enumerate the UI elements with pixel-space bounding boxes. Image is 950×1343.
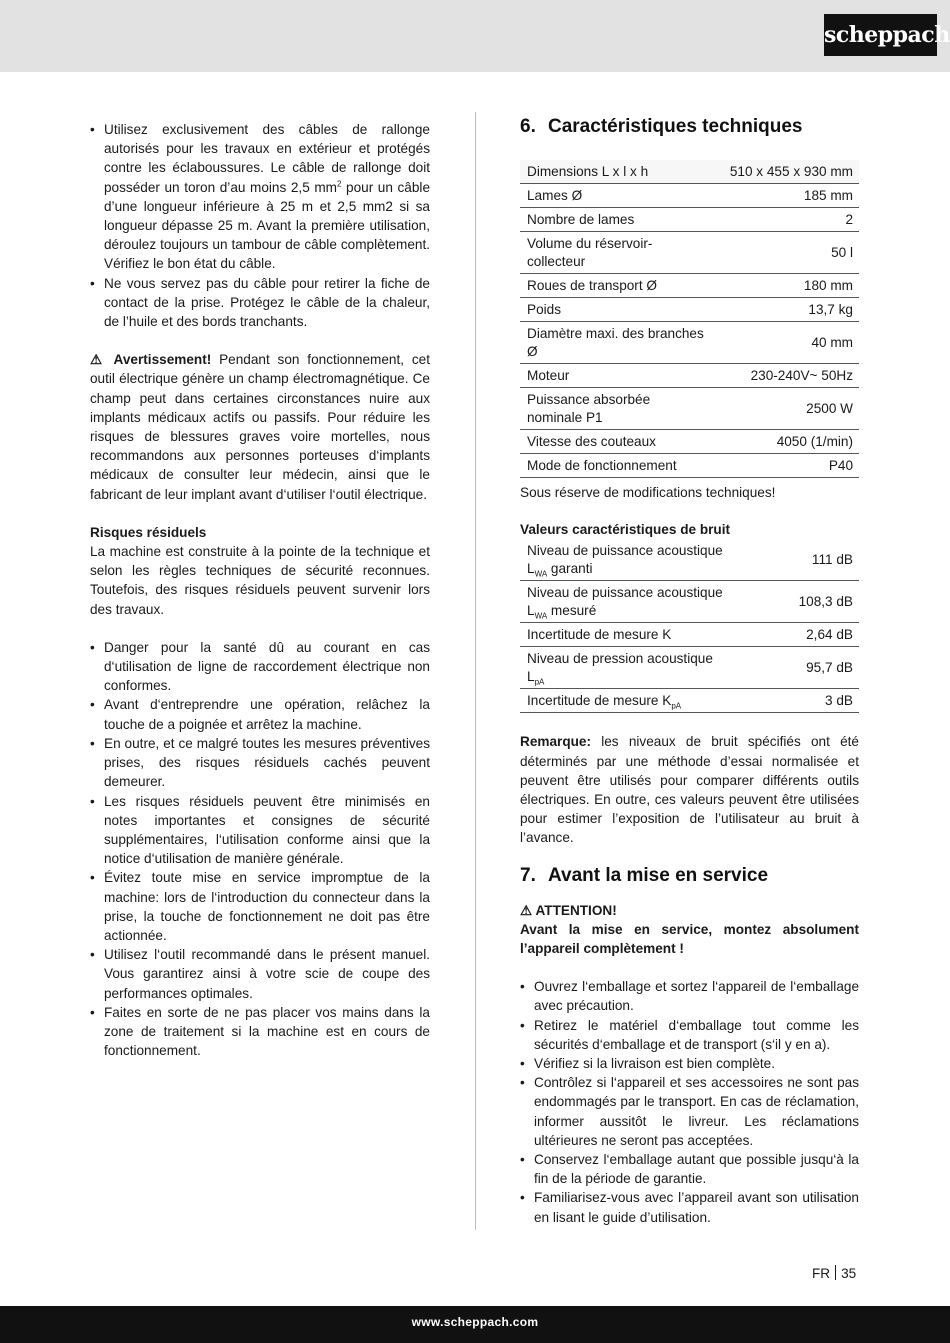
column-divider bbox=[475, 112, 476, 1230]
setup-steps-list bbox=[520, 977, 859, 1227]
table-row: Nombre de lames 2 bbox=[520, 208, 859, 232]
scheppach-logo: scheppach bbox=[824, 14, 937, 56]
list-item: • Familiarisez-vous avec l’appareil avant son utilisation en lisant le guide d’utilisation. bbox=[520, 1188, 859, 1226]
noise-values-table bbox=[520, 539, 859, 713]
attention-text: Avant la mise en service, montez absolument l’appareil complètement ! bbox=[520, 921, 859, 957]
table-row: Niveau de puissance acoustique $L_{WA}$ mesuré 108,3 dB bbox=[520, 581, 859, 623]
list-item: • En outre, et ce malgré toutes les mesures préventives prises, des risques résiduels cachés peuvent demeurer. bbox=[90, 734, 430, 792]
website-link[interactable]: www.scheppach.com bbox=[411, 1315, 539, 1329]
attention-title: ⚠ ATTENTION! bbox=[520, 902, 617, 918]
table-row: Mode de fonctionnement P40 bbox=[520, 454, 859, 478]
residual-risks-list bbox=[90, 638, 430, 1060]
table-row: Incertitude de mesure $K_{pA}$ 3 dB bbox=[520, 689, 859, 713]
noise-heading: Valeurs caractéristiques de bruit bbox=[520, 522, 731, 538]
technical-specs-table bbox=[520, 160, 859, 478]
section-7-heading: 7. Avant la mise en service bbox=[520, 864, 769, 886]
emf-warning: ⚠ Avertissement! Pendant son fonctionnement, cet outil électrique génère un champ électromagnétique. Ce champ peut dans certaines circonstances nuire aux implants médicaux actifs ou passifs. Pour réduire les risques de blessures graves voire mortelles, nous recommandons aux personnes porteuses d‘implants médicaux de consulter leur médecin, ainsi que le fabricant de leur implant avant d‘utiliser l‘outil électrique. bbox=[90, 352, 430, 502]
page-number: FR 35 bbox=[812, 1266, 857, 1281]
table-row: Diamètre maxi. des branches Ø 40 mm bbox=[520, 322, 859, 364]
list-item: • Évitez toute mise en service impromptue de la machine: lors de l‘introduction du connecteur dans la prise, la touche de fonctionnement ne doit pas être actionnée. bbox=[90, 868, 430, 945]
list-item: • Utilisez exclusivement des câbles de rallonge autorisés pour les travaux en extérieur et protégés contre les éclaboussures. Le câble de rallonge doit posséder un toron d’au moins 2,5 $mm^2$ pour un câble d’une longueur inférieure à 25 m et 2,5 mm2 si sa longueur dépasse 25 m. Avant la première utilisation, déroulez toujours un tambour de câble complètement. Vérifiez le bon état du câble. bbox=[90, 120, 430, 274]
table-row: Niveau de pression acoustique $L_{pA}$ 95,7 dB bbox=[520, 647, 859, 689]
list-item: • Ouvrez l‘emballage et sortez l‘appareil de l‘emballage avec précaution. bbox=[520, 977, 859, 1015]
right-column bbox=[520, 114, 859, 1227]
table-row: Incertitude de mesure K 2,64 dB bbox=[520, 623, 859, 647]
specs-note: Sous réserve de modifications techniques! bbox=[520, 485, 776, 500]
table-row: Roues de transport Ø 180 mm bbox=[520, 274, 859, 298]
list-item: • Vérifiez si la livraison est bien complète. bbox=[520, 1054, 859, 1073]
list-item: • Les risques résiduels peuvent être minimisés en notes importantes et consignes de sécurité supplémentaires, l‘utilisation conforme ainsi que la notice d‘utilisation de manière générale. bbox=[90, 792, 430, 869]
left-column bbox=[90, 120, 430, 1060]
residual-risks-heading: Risques résiduels bbox=[90, 524, 207, 540]
table-row: Vitesse des couteaux 4050 (1/min) bbox=[520, 430, 859, 454]
table-row: Dimensions L x l x h 510 x 455 x 930 mm bbox=[520, 160, 859, 184]
list-item: • Ne vous servez pas du câble pour retirer la fiche de contact de la prise. Protégez le câble de la chaleur, de l’huile et des bords tranchants. bbox=[90, 274, 430, 332]
table-row: Poids 13,7 kg bbox=[520, 298, 859, 322]
list-item: • Avant d‘entreprendre une opération, relâchez la touche de a poignée et arrêtez la machine. bbox=[90, 695, 430, 733]
list-item: • Conservez l‘emballage autant que possible jusqu‘à la fin de la période de garantie. bbox=[520, 1150, 859, 1188]
list-item: • Contrôlez si l‘appareil et ses accessoires ne sont pas endommagés par le transport. En cas de réclamation, informer aussitôt le livreur. Les réclamations ultérieures ne seront pas acceptées. bbox=[520, 1073, 859, 1150]
table-row: Puissance absorbée nominale P1 2500 W bbox=[520, 388, 859, 430]
table-row: Volume du réservoir-collecteur 50 l bbox=[520, 232, 859, 274]
residual-risks-text: La machine est construite à la pointe de la technique et selon les règles techniques de sécurité reconnues. Toutefois, des risques résiduels peuvent survenir lors des travaux. bbox=[90, 544, 430, 617]
table-row: Niveau de puissance acoustique $L_{WA}$ garanti 111 dB bbox=[520, 539, 859, 581]
table-row: Lames Ø 185 mm bbox=[520, 184, 859, 208]
table-row: Moteur 230-240V~ 50Hz bbox=[520, 364, 859, 388]
list-item: • Danger pour la santé dû au courant en cas d‘utilisation de ligne de raccordement électrique non conformes. bbox=[90, 638, 430, 696]
noise-remark: Remarque: les niveaux de bruit spécifiés ont été déterminés par une méthode d’essai normalisée et peuvent être utilisés pour comparer différents outils électriques. En outre, ces valeurs peuvent être utilisées pour estimer l’exposition de l’utilisateur au bruit à l’avance. bbox=[520, 734, 859, 846]
section-6-heading: 6. Caractéristiques techniques bbox=[520, 116, 803, 137]
list-item: • Utilisez l‘outil recommandé dans le présent manuel. Vous garantirez ainsi à votre scie de coupe des performances optimales. bbox=[90, 945, 430, 1003]
header-bar bbox=[0, 0, 950, 72]
warning-title: ⚠ Avertissement! bbox=[90, 352, 212, 368]
list-item: • Faites en sorte de ne pas placer vos mains dans la zone de traitement si la machine est en cours de fonctionnement. bbox=[90, 1003, 430, 1061]
list-item: • Retirez le matériel d‘emballage tout comme les sécurités d‘emballage et de transport (s‘il y en a). bbox=[520, 1016, 859, 1054]
cable-safety-list bbox=[90, 120, 430, 331]
